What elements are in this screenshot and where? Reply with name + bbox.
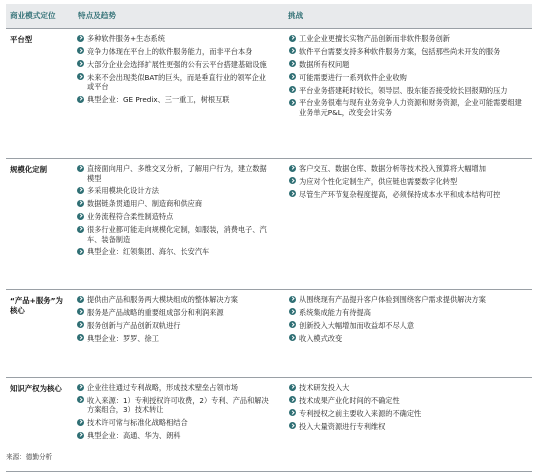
list-item-text: 客户交互、数据仓库、数据分析等技术投入预算将大幅增加 bbox=[299, 164, 486, 173]
check-bullet-icon bbox=[289, 308, 296, 315]
list-item bbox=[288, 422, 528, 432]
check-bullet-icon bbox=[289, 296, 296, 303]
check-bullet-icon bbox=[77, 60, 84, 67]
header-features-label: 特点及趋势 bbox=[78, 10, 116, 20]
list-item bbox=[76, 164, 273, 183]
list-item bbox=[76, 334, 273, 344]
list-item bbox=[76, 295, 273, 305]
challenges-list bbox=[288, 295, 528, 343]
challenges-list bbox=[288, 164, 528, 199]
check-bullet-icon bbox=[289, 396, 296, 403]
check-bullet-icon bbox=[77, 73, 84, 80]
list-item bbox=[76, 47, 273, 57]
list-item-text: 专利授权之前主要收入来源的不确定性 bbox=[299, 408, 422, 418]
list-item bbox=[76, 60, 273, 70]
list-item-text: 服务是产品战略的重要组成部分和利润来源 bbox=[87, 307, 224, 317]
check-bullet-icon bbox=[77, 396, 84, 403]
features-cell bbox=[66, 159, 279, 289]
list-item bbox=[288, 47, 528, 57]
features-list bbox=[76, 164, 273, 257]
list-item bbox=[288, 396, 528, 406]
list-item-text: 大部分企业会选择扩展性更强的公有云平台搭建基础设施 bbox=[87, 59, 267, 69]
features-cell bbox=[66, 29, 279, 158]
list-item bbox=[288, 383, 528, 393]
list-item-text: 多采用模块化设计方法 bbox=[87, 186, 159, 196]
features-list bbox=[76, 295, 273, 343]
header-col-challenges bbox=[279, 11, 532, 21]
check-bullet-icon bbox=[289, 321, 296, 328]
model-name: 规模化定制 bbox=[10, 165, 47, 174]
list-item-text: 直接面向用户、多维交叉分析，了解用户行为，建立数据模型 bbox=[87, 164, 267, 183]
challenges-cell bbox=[279, 29, 532, 158]
list-item-text: 工业企业更擅长实物产品创新而非软件服务创新 bbox=[299, 34, 450, 43]
check-bullet-icon bbox=[77, 321, 84, 328]
model-name: “产品+服务”为核心 bbox=[10, 296, 63, 315]
list-item-text: 提供由产品和服务两大模块组成的整体解决方案 bbox=[87, 295, 238, 304]
check-bullet-icon bbox=[289, 409, 296, 416]
list-item bbox=[288, 34, 528, 44]
list-item-text: 很多行业都可能走向规模化定制，如服装，消费电子、汽车、装备制造 bbox=[87, 225, 267, 244]
table-row bbox=[6, 289, 532, 377]
list-item-text: 收入来源：1）专利授权许可收费，2）专利、产品和解决方案组合，3）技术转让 bbox=[87, 395, 269, 415]
list-item bbox=[288, 86, 528, 96]
features-cell bbox=[66, 378, 279, 471]
table-header bbox=[6, 4, 532, 28]
check-bullet-icon bbox=[289, 384, 296, 391]
list-item-text: 典型企业：罗罗、徐工 bbox=[87, 333, 159, 343]
check-bullet-icon bbox=[77, 308, 84, 315]
list-item-text: 投入大量资源进行专利维权 bbox=[299, 421, 386, 431]
check-bullet-icon bbox=[77, 419, 84, 426]
features-list bbox=[76, 34, 273, 105]
table-bottom-border bbox=[6, 471, 532, 472]
list-item-text: 收入模式改变 bbox=[299, 333, 343, 343]
list-item-text: 创新投入大幅增加而收益却不尽人意 bbox=[299, 320, 415, 330]
list-item-text: 典型企业：红领集团、海尔、长安汽车 bbox=[87, 247, 210, 257]
features-list bbox=[76, 383, 273, 441]
check-bullet-icon bbox=[77, 35, 84, 42]
check-bullet-icon bbox=[77, 334, 84, 341]
list-item-text: 竞争力体现在平台上的软件服务能力，而非平台本身 bbox=[87, 46, 253, 56]
list-item-text: 企业往往通过专利战略，形成技术壁垒占领市场 bbox=[87, 383, 238, 392]
list-item bbox=[288, 164, 528, 174]
check-bullet-icon bbox=[289, 99, 296, 106]
list-item bbox=[288, 308, 528, 318]
list-item-text: 典型企业：GE Predix、三一重工，树根互联 bbox=[87, 95, 230, 105]
check-bullet-icon bbox=[289, 165, 296, 172]
check-bullet-icon bbox=[289, 86, 296, 93]
check-bullet-icon bbox=[77, 200, 84, 207]
challenges-cell bbox=[279, 290, 532, 377]
model-name: 知识产权为核心 bbox=[10, 384, 62, 393]
check-bullet-icon bbox=[77, 296, 84, 303]
list-item bbox=[76, 321, 273, 331]
list-item-text: 平台业务很难与现有业务竞争人力资源和财务资源，企业可能需要组建业务单元P&L，改变会计实务 bbox=[299, 98, 522, 117]
check-bullet-icon bbox=[289, 190, 296, 197]
list-item bbox=[76, 212, 273, 222]
check-bullet-icon bbox=[77, 248, 84, 255]
list-item-text: 为应对个性化定制生产，供应链也需要数字化转型 bbox=[299, 176, 458, 186]
header-challenges-label: 挑战 bbox=[288, 10, 304, 20]
list-item bbox=[76, 418, 273, 428]
list-item-text: 技术许可常与标准化战略相结合 bbox=[87, 418, 188, 428]
list-item-text: 数据所有权问题 bbox=[299, 59, 350, 69]
list-item-text: 技术成果产业化时间的不确定性 bbox=[299, 395, 400, 405]
list-item bbox=[76, 431, 273, 441]
header-model-label: 商业模式定位 bbox=[10, 10, 56, 20]
list-item bbox=[288, 73, 528, 83]
list-item-text: 从围绕现有产品提升客户体验到围绕客户需求提供解决方案 bbox=[299, 295, 486, 304]
list-item-text: 可能需要进行一系列软件企业收购 bbox=[299, 72, 407, 82]
list-item bbox=[288, 334, 528, 344]
list-item-text: 数据链条贯通用户、制造商和供应商 bbox=[87, 199, 203, 209]
list-item bbox=[76, 383, 273, 393]
check-bullet-icon bbox=[289, 73, 296, 80]
check-bullet-icon bbox=[77, 226, 84, 233]
list-item-text: 未来不会出现类似BAT的巨头，而是垂直行业的领军企业或平台 bbox=[87, 72, 266, 92]
list-item-text: 软件平台需要支持多种软件服务方案，包括那些尚未开发的服务 bbox=[299, 46, 501, 56]
check-bullet-icon bbox=[77, 187, 84, 194]
list-item-text: 服务创新与产品创新双轨进行 bbox=[87, 320, 181, 330]
challenges-list bbox=[288, 34, 528, 117]
list-item bbox=[76, 186, 273, 196]
list-item bbox=[76, 247, 273, 257]
list-item-text: 平台业务搭建耗时较长，领导层、股东能否接受较长回报期的压力 bbox=[299, 85, 508, 95]
table-row bbox=[6, 377, 532, 471]
check-bullet-icon bbox=[77, 96, 84, 103]
list-item bbox=[288, 177, 528, 187]
list-item-text: 系统集成能力有待提高 bbox=[299, 307, 371, 317]
check-bullet-icon bbox=[77, 432, 84, 439]
list-item bbox=[76, 95, 273, 105]
check-bullet-icon bbox=[77, 47, 84, 54]
check-bullet-icon bbox=[77, 165, 84, 172]
list-item bbox=[76, 225, 273, 244]
check-bullet-icon bbox=[289, 422, 296, 429]
list-item bbox=[76, 199, 273, 209]
list-item bbox=[76, 73, 273, 92]
list-item bbox=[76, 396, 273, 415]
header-col-features bbox=[66, 11, 279, 21]
check-bullet-icon bbox=[289, 47, 296, 54]
table-row bbox=[6, 28, 532, 158]
challenges-list bbox=[288, 383, 528, 431]
model-name: 平台型 bbox=[10, 35, 33, 44]
header-col-model bbox=[6, 11, 66, 21]
table-row bbox=[6, 158, 532, 289]
source-note: 来源：德勤分析 bbox=[6, 453, 53, 461]
business-model-table bbox=[6, 4, 532, 472]
challenges-cell bbox=[279, 378, 532, 471]
list-item bbox=[288, 409, 528, 419]
challenges-cell bbox=[279, 159, 532, 289]
check-bullet-icon bbox=[289, 35, 296, 42]
check-bullet-icon bbox=[289, 334, 296, 341]
list-item bbox=[76, 34, 273, 44]
list-item-text: 业务流程符合柔性制造特点 bbox=[87, 212, 174, 222]
list-item bbox=[76, 308, 273, 318]
list-item bbox=[288, 98, 528, 117]
list-item bbox=[288, 321, 528, 331]
check-bullet-icon bbox=[289, 60, 296, 67]
list-item-text: 尽管生产环节复杂程度提高，必须保持成本水平和成本结构可控 bbox=[299, 189, 501, 199]
list-item-text: 典型企业：高通、华为、朗科 bbox=[87, 431, 181, 441]
list-item-text: 多种软件服务+生态系统 bbox=[87, 34, 165, 43]
list-item-text: 技术研发投入大 bbox=[299, 383, 350, 392]
list-item bbox=[288, 190, 528, 200]
features-cell bbox=[66, 290, 279, 377]
list-item bbox=[288, 295, 528, 305]
check-bullet-icon bbox=[289, 177, 296, 184]
list-item bbox=[288, 60, 528, 70]
check-bullet-icon bbox=[77, 213, 84, 220]
check-bullet-icon bbox=[77, 384, 84, 391]
table-body bbox=[6, 28, 532, 471]
